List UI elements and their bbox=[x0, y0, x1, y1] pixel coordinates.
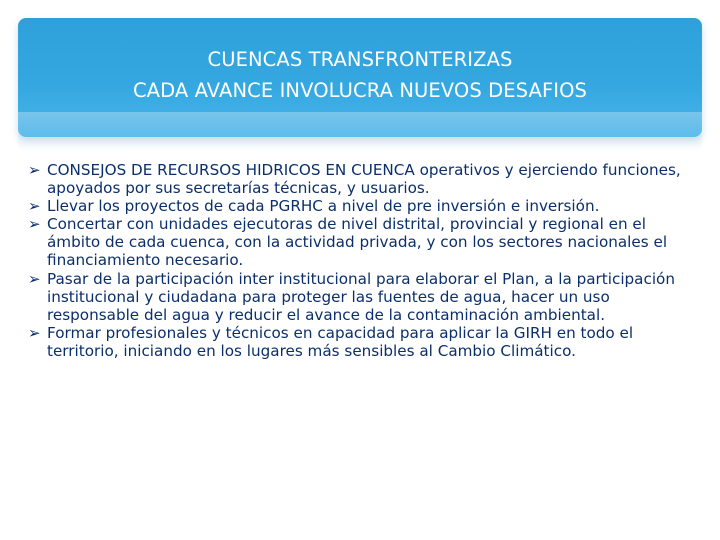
bullet-text: Llevar los proyectos de cada PGRHC a nivel de pre inversión e inversión. bbox=[47, 197, 600, 216]
arrow-bullet-icon: ➢ bbox=[28, 215, 41, 234]
bullet-item bbox=[28, 270, 696, 324]
banner-glow bbox=[18, 112, 702, 152]
bullet-item bbox=[28, 215, 696, 269]
title-line-2: CADA AVANCE INVOLUCRA NUEVOS DESAFIOS bbox=[132, 79, 588, 102]
bullet-text: Concertar con unidades ejecutoras de nivel distrital, provincial y regional en el ámbito de cada cuenca, con la actividad privada, y con los sectores nacionales el financiamiento necesario. bbox=[47, 215, 668, 270]
bullet-list bbox=[28, 161, 696, 360]
arrow-bullet-icon: ➢ bbox=[28, 161, 41, 179]
slide-title bbox=[18, 44, 702, 106]
bullet-text: Formar profesionales y técnicos en capacidad para aplicar la GIRH en todo el territorio, iniciando en los lugares más sensibles al Cambio Climático. bbox=[47, 323, 634, 360]
arrow-bullet-icon: ➢ bbox=[28, 197, 41, 216]
bullet-item bbox=[28, 161, 696, 197]
bullet-text: Pasar de la participación inter institucional para elaborar el Plan, a la participación institucional y ciudadana para proteger las fuentes de agua, hacer un uso responsable del agua y reducir el avance de la contaminación ambiental. bbox=[47, 269, 675, 324]
title-line-1: CUENCAS TRANSFRONTERIZAS bbox=[207, 48, 513, 71]
bullet-item bbox=[28, 197, 696, 215]
arrow-bullet-icon: ➢ bbox=[28, 323, 41, 342]
arrow-bullet-icon: ➢ bbox=[28, 269, 41, 288]
bullet-item bbox=[28, 324, 696, 360]
bullet-text: CONSEJOS DE RECURSOS HIDRICOS EN CUENCA operativos y ejerciendo funciones, apoyados por sus secretarías técnicas, y usuarios. bbox=[47, 161, 681, 198]
